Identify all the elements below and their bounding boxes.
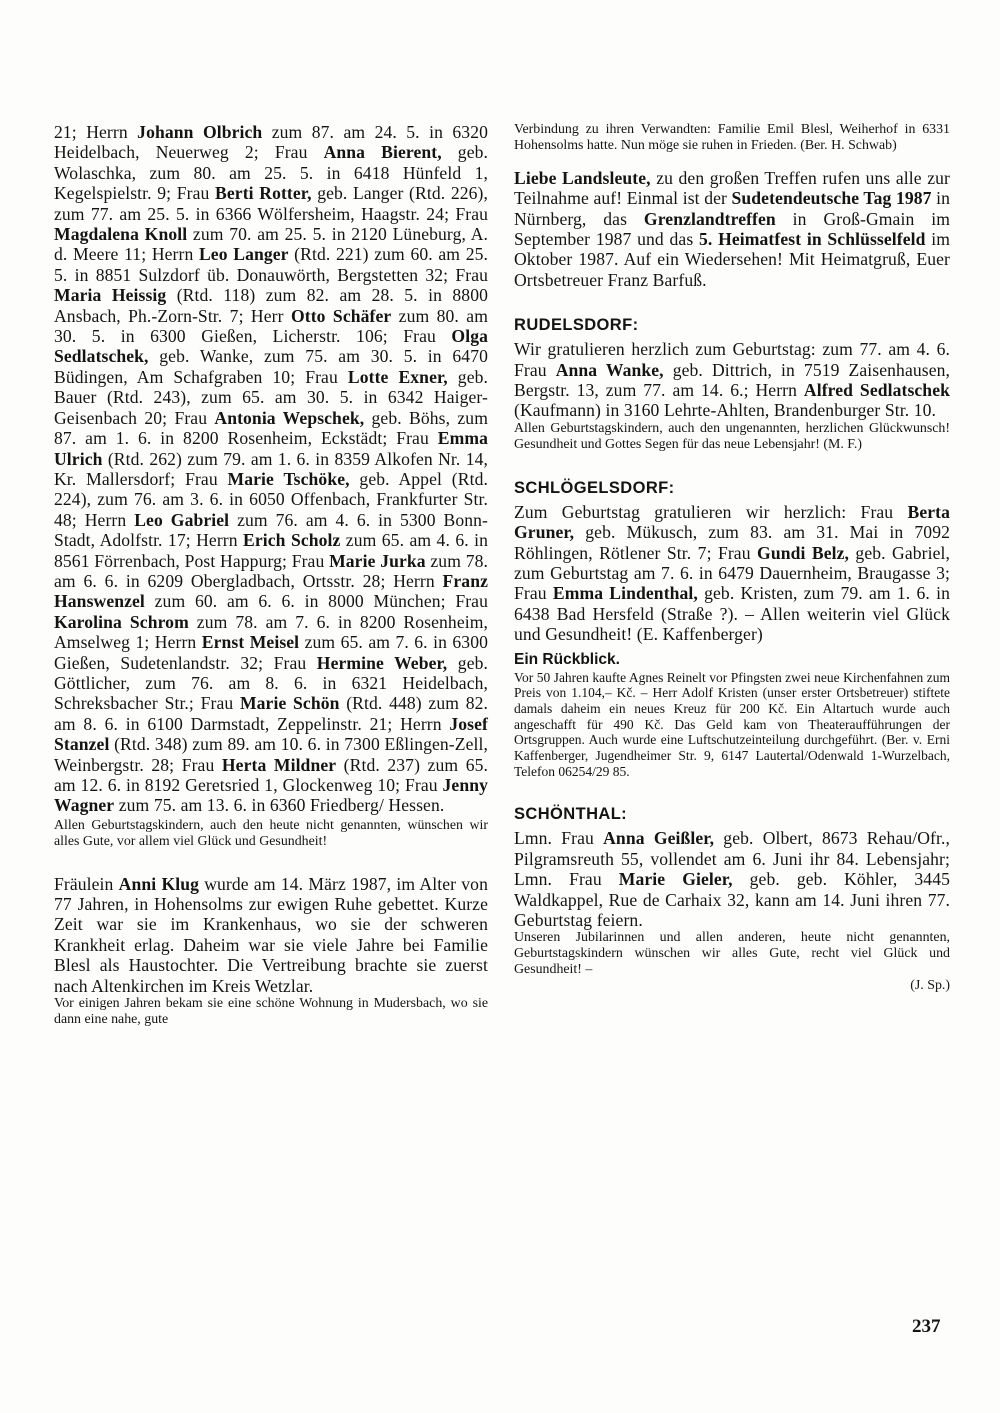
right-column: [514, 122, 950, 994]
bold-name: Erich Scholz: [243, 530, 341, 551]
bold-name: Magdalena Knoll: [54, 224, 188, 245]
section-text: Zum Geburtstag gratulieren wir herzlich: Frau Berta Gruner, geb. Mükusch, zum 83. am 31. Mai in 7092 Röhlingen, Rötlener Str. 7; Frau Gundi Belz, geb. Gabriel, zum Geburtstag am 7. 6. in 6479 Dauernheim, Braugasse 3; Frau Emma Lindenthal, geb. Kristen, zum 79. am 1. 6. in 6438 Bad Hersfeld (Straße ?). – Allen weiterin viel Glück und Gesundheit! (E. Kaffenberger): [514, 501, 950, 645]
bold-name: Sudetendeutsche Tag 1987: [731, 188, 932, 209]
section-heading: SCHLÖGELSDORF:: [514, 478, 675, 497]
section-note: Unseren Jubilarinnen und allen anderen, heute nicht genannten, Geburtstagskindern wünschen wir alles Gute, recht viel Glück und Gesundheit! –: [514, 930, 950, 978]
bold-name: 5. Heimatfest in Schlüsselfeld: [698, 229, 926, 250]
bold-name: Berti Rotter,: [215, 183, 312, 204]
bold-name: Emma Ulrich: [54, 428, 488, 469]
birthday-list: 21; Herrn Johann Olbrich zum 87. am 24. 5. in 6320 Heidelbach, Neuerweg 2; Frau Anna Bierent, geb. Wolaschka, zum 80. am 25. 5. in 6418 Hünfeld 1, Kegelspielstr. 9; Frau Berti Rotter, geb. Langer (Rtd. 226), zum 77. am 25. 5. in 6366 Wölfersheim, Haagstr. 24; Frau Magdalena Knoll zum 70. am 25. 5. in 2120 Lüneburg, A. d. Meere 11; Herrn Leo Langer (Rtd. 221) zum 60. am 25. 5. in 8851 Sulzdorf üb. Donauwörth, Bergstetten 32; Frau Maria Heissig (Rtd. 118) zum 82. am 28. 5. in 8800 Ansbach, Ph.-Zorn-Str. 7; Herr Otto Schäfer zum 80. am 30. 5. in 6300 Gießen, Licherstr. 106; Frau Olga Sedlatschek, geb. Wanke, zum 75. am 30. 5. in 6470 Büdingen, Am Schafgraben 10; Frau Lotte Exner, geb. Bauer (Rtd. 243), zum 65. am 30. 5. in 6342 Haiger-Geisenbach 20; Frau Antonia Wepschek, geb. Böhs, zum 87. am 1. 6. in 8200 Rosenheim, Eckstädt; Frau Emma Ulrich (Rtd. 262) zum 79. am 1. 6. in 8359 Alkofen Nr. 14, Kr. Mallersdorf; Frau Marie Tschöke, geb. Appel (Rtd. 224), zum 76. am 3. 6. in 6050 Offenbach, Frankfurter Str. 48; Herrn Leo Gabriel zum 76. am 4. 6. in 5300 Bonn-Stadt, Adolfstr. 17; Herrn Erich Scholz zum 65. am 4. 6. in 8561 Förrenbach, Post Happurg; Frau Marie Jurka zum 78. am 6. 6. in 6209 Obergladbach, Ortsstr. 28; Herrn Franz Hanswenzel zum 60. am 6. 6. in 8000 München; Frau Karolina Schrom zum 78. am 7. 6. in 8200 Rosenheim, Amselweg 1; Herrn Ernst Meisel zum 65. am 7. 6. in 6300 Gießen, Sudetenlandstr. 32; Frau Hermine Weber, geb. Göttlicher, zum 76. am 8. 6. in 6321 Heidelbach, Schreksbacher Str.; Frau Marie Schön (Rtd. 448) zum 82. am 8. 6. in 6100 Darmstadt, Zeppelinstr. 21; Herrn Josef Stanzel (Rtd. 348) zum 89. am 10. 6. in 7300 Eßlingen-Zell, Weinbergstr. 28; Frau Herta Mildner (Rtd. 237) zum 65. am 12. 6. in 8192 Geretsried 1, Glockenweg 10; Frau Jenny Wagner zum 75. am 13. 6. in 6360 Friedberg/ Hessen.: [54, 122, 489, 816]
bold-name: Marie Schön: [239, 693, 340, 714]
section-note: Allen Geburtstagskindern, auch den ungenannten, herzlichen Glückwunsch! Gesundheit und Gottes Segen für das neue Lebensjahr! (M. F.): [514, 420, 950, 452]
bold-name: Josef Stanzel: [54, 713, 488, 755]
bold-name: Ernst Meisel: [201, 632, 300, 653]
bold-name: Anna Wanke,: [555, 359, 664, 380]
bold-name: Anni Klug: [118, 873, 199, 894]
bold-name: Maria Heissig: [54, 285, 167, 306]
bold-name: Franz Hanswenzel: [54, 570, 488, 612]
signature: (J. Sp.): [910, 978, 950, 994]
bold-name: Jenny Wagner: [54, 775, 488, 816]
bold-name: Leo Gabriel: [134, 509, 230, 530]
section-text: Wir gratulieren herzlich zum Geburtstag: zum 77. am 4. 6. Frau Anna Wanke, geb. Dittrich, in 7519 Zaisenhausen, Bergstr. 13, zum 77. am 14. 6.; Herrn Alfred Sedlatschek (Kaufmann) in 3160 Lehrte-Ahlten, Brandenburger Str. 10.: [514, 339, 951, 421]
section-heading: SCHÖNTHAL:: [514, 805, 628, 824]
bold-name: Herta Mildner: [221, 754, 337, 775]
bold-name: Olga Sedlatschek,: [54, 326, 488, 367]
birthday-note: Allen Geburtstagskindern, auch den heute nicht genannten, wünschen wir alles Gute, vor allem viel Glück und Gesundheit!: [54, 817, 488, 849]
obituary-continuation: Verbindung zu ihren Verwandten: Familie Emil Blesl, Weiherhof in 6331 Hohensolms hatte. Nun möge sie ruhen in Frieden. (Ber. H. Schwab): [514, 122, 950, 153]
bold-name: Anna Bierent,: [323, 142, 442, 163]
subheading-rueckblick: Ein Rückblick.: [514, 650, 620, 668]
bold-name: Lotte Exner,: [347, 366, 448, 387]
bold-name: Marie Gieler,: [618, 869, 733, 890]
obituary-small-text: Vor einigen Jahren bekam sie eine schöne Wohnung in Mudersbach, wo sie dann eine nahe, gute: [54, 996, 488, 1027]
bold-name: Grenzlandtreffen: [643, 208, 776, 229]
bold-name: Hermine Weber,: [316, 652, 448, 673]
section-schoenthal: [514, 805, 950, 994]
bold-name: Antonia Wepschek,: [214, 407, 365, 428]
obituary-anni-klug: Fräulein Anni Klug wurde am 14. März 1987, im Alter von 77 Jahren, in Hohensolms zur ewigen Ruhe gebettet. Kurze Zeit war sie im Krankenhaus, wo sie der schweren Krankheit erlag. Daheim war sie viele Jahre bei Familie Blesl als Haustochter. Die Vertreibung brachte sie zuerst nach Altenkirchen im Kreis Wetzlar.: [54, 873, 488, 996]
section-heading: RUDELSDORF:: [514, 316, 639, 335]
bold-name: Liebe Landsleute,: [514, 167, 651, 188]
bold-name: Alfred Sedlatschek: [803, 380, 950, 401]
appeal-paragraph: Liebe Landsleute, zu den großen Treffen rufen uns alle zur Teilnahme auf! Einmal ist der Sudetendeutsche Tag 1987 in Nürnberg, das Grenzlandtreffen in Groß-Gmain im September 1987 und das 5. Heimatfest in Schlüsselfeld im Oktober 1987. Auf ein Wiedersehen! Mit Heimatgruß, Euer Ortsbetreuer Franz Barfuß.: [514, 167, 950, 290]
bold-name: Marie Tschöke,: [227, 468, 350, 489]
section-rudelsdorf: [514, 316, 950, 452]
bold-name: Otto Schäfer: [290, 305, 392, 326]
bold-name: Karolina Schrom: [54, 611, 189, 632]
bold-name: Anna Geißler,: [603, 828, 715, 849]
bold-name: Emma Lindenthal,: [552, 583, 698, 604]
left-column: [54, 122, 488, 1028]
bold-name: Johann Olbrich: [137, 122, 263, 142]
section-text: Lmn. Frau Anna Geißler, geb. Olbert, 8673 Rehau/Ofr., Pilgramsreuth 55, vollendet am 6. Juni ihr 84. Lebensjahr; Lmn. Frau Marie Gieler, geb. geb. Köhler, 3445 Waldkappel, Rue de Carhaix 32, kann am 14. Juni ihren 77. Geburtstag feiern.: [514, 828, 950, 931]
bold-name: Leo Langer: [198, 244, 289, 265]
bold-name: Gundi Belz,: [757, 542, 850, 563]
page-number: 237: [912, 1316, 941, 1337]
bold-name: Marie Jurka: [329, 550, 426, 571]
section-schloegelsdorf: [514, 479, 950, 780]
rueckblick-text: Vor 50 Jahren kaufte Agnes Reinelt vor Pfingsten zwei neue Kirchenfahnen zum Preis von 1.104,– Kč. – Herr Adolf Kristen (unser erster Ortsbetreuer) stiftete damals daheim ein neues Kreuz für 200 Kč. Ein Altartuch wurde auch angeschafft für 490 Kč. Das Geld kam von Theateraufführungen der Ortsgruppen. Auch wurde eine Luftschutzeinteilung durchgeführt. (Ber. v. Erni Kaffenberger, Jugendheimer Str. 9, 6147 Lautertal/Odenwald 1-Wurzelbach, Telefon 06254/29 85.: [514, 669, 950, 779]
bold-name: Berta Gruner,: [514, 501, 950, 543]
